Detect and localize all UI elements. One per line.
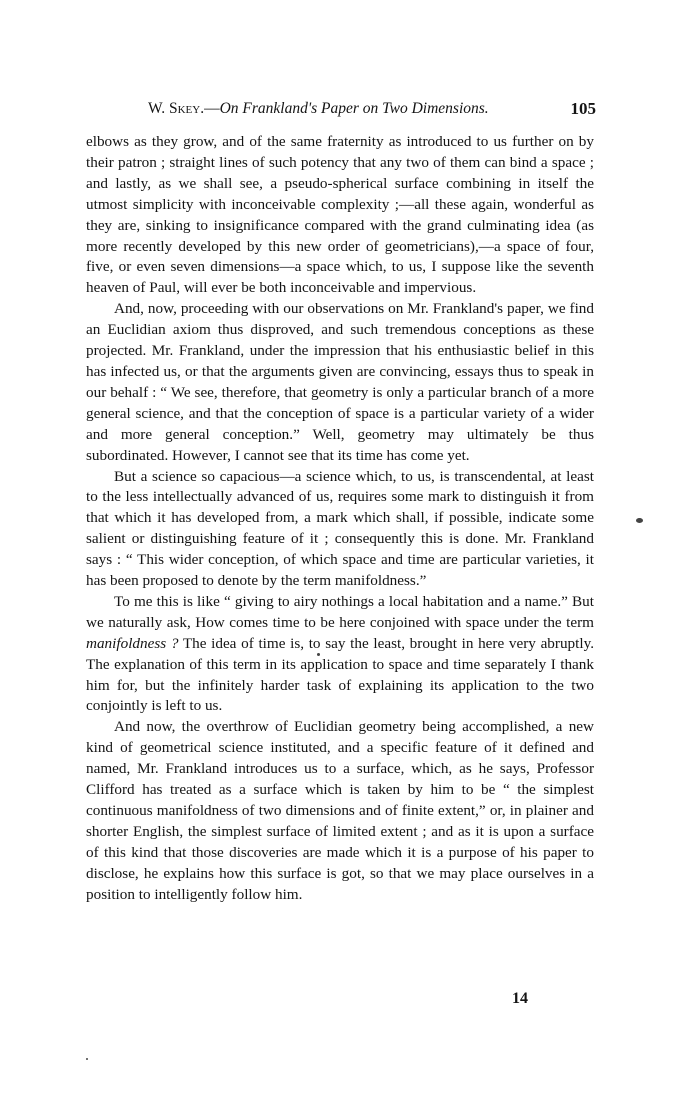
running-head-author: W. Skey	[148, 100, 201, 117]
paragraph-text: elbows as they grow, and of the same fraternity as introduced to us further on by their patron ; straight lines of such potency that any two of them can bind a space ; and lastly, as we shall see, a pseudo-spherical surface combining in itself the utmost simplicity with inconceivable complexity ;—all these again, wonderful as they are, sinking to insignificance compared with the grand culminating idea (as more recently developed by this new order of geometricians),—a space of four, five, or even seven dimensions—a space which, to us, I suppose like the seventh heaven of Paul, will ever be both inconceivable and impervious.	[86, 133, 594, 297]
running-head-title	[148, 100, 489, 118]
paragraph-text: And now, the overthrow of Euclidian geometry being accomplished, a new kind of geometrical science instituted, and a specific feature of it defined and named, Mr. Frankland introduces us to a surface, which, as he says, Professor Clifford has treated as a surface which is taken by him to be “ the simplest continuous manifoldness of two dimensions and of finite extent,” or, in plainer and shorter English, the simplest surface of limited extent ; and as it is upon a surface of this kind that those discoveries are made which it is a purpose of his paper to disclose, he explains how this surface is got, so that we may place ourselves in a position to intelligently follow him.	[86, 718, 594, 903]
ink-speck	[317, 653, 320, 656]
page-number: 105	[570, 99, 596, 118]
paragraph	[86, 299, 594, 466]
paragraph	[86, 132, 594, 299]
paragraph-text: To me this is like “ giving to airy nothings a local habitation and a name.” But we naturally ask, How comes time to be here conjoined with space under the term	[86, 592, 594, 631]
signature-mark: 14	[512, 990, 528, 1007]
paragraph	[86, 592, 594, 717]
running-head	[86, 100, 596, 120]
paragraph-text: But a science so capacious—a science which, to us, is transcendental, at least to the less intellectually advanced of us, requires some mark to distinguish it from that which it has developed from, a mark which shall, if possible, indicate some salient or distinguishing feature of it ; consequently this is done. Mr. Frankland says : “ This wider conception, of which space and time are particular varieties, it has been proposed to denote by the term manifoldness.”	[86, 467, 594, 590]
paragraph-text: The idea of time is, to say the least, brought in here very abruptly. The explanation of this term in its application to space and time separately I thank him for, but the infinitely harder task of explaining its application to the two conjointly is left to us.	[86, 634, 594, 715]
ink-speck	[86, 1058, 88, 1060]
paragraph	[86, 717, 594, 905]
body-text	[86, 132, 594, 906]
paragraph	[86, 467, 594, 592]
running-head-dash: .—	[200, 100, 220, 117]
italic-term: manifoldness ?	[86, 634, 179, 652]
paragraph-text: And, now, proceeding with our observations on Mr. Frankland's paper, we find an Euclidian axiom thus disproved, and such tremendous conceptions as these projected. Mr. Frankland, under the impression that his enthusiastic belief in this has infected us, or that the arguments given are convincing, essays thus to speak in our behalf : “ We see, therefore, that geometry is only a particular branch of a more general science, and that the conception of space is a particular variety of a wider and more general conception.” Well, geometry may ultimately be thus subordinated. However, I cannot see that its time has come yet.	[86, 300, 594, 464]
running-head-subject: On Frankland's Paper on Two Dimensions.	[219, 100, 489, 117]
ink-speck	[636, 518, 643, 523]
